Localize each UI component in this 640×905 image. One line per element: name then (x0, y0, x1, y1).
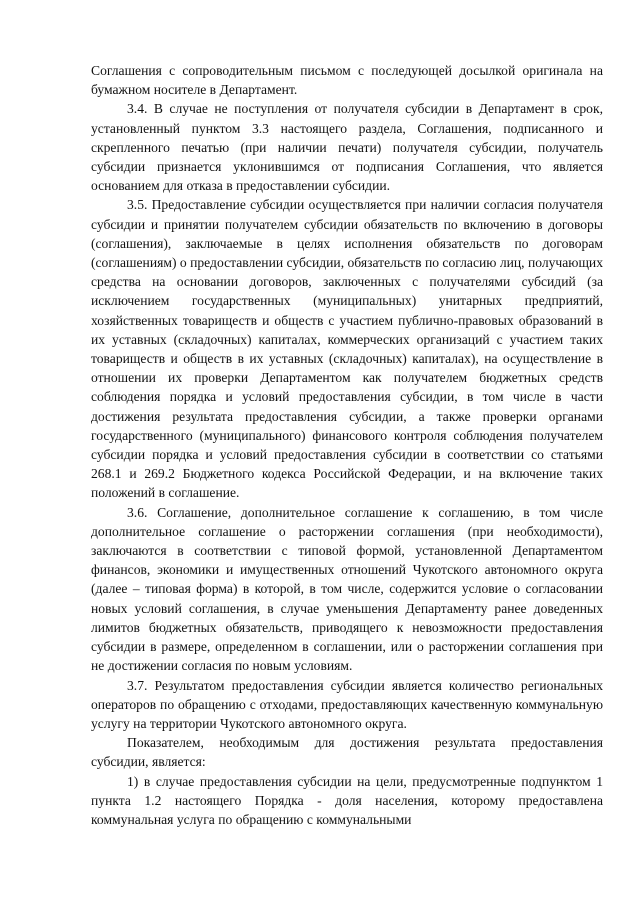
paragraph-3-6: 3.6. Соглашение, дополнительное соглашение к соглашению, в том числе дополнительное соглашение о расторжении соглашения (при необходимости), заключаются в соответствии с типовой формой, установленной Департаментом финансов, экономики и имущественных отношений Чукотского автономного округа (далее – типовая форма) в которой, в том числе, содержится условие о согласовании новых условий соглашения, в случае уменьшения Департаменту ранее доведенных лимитов бюджетных обязательств, приводящего к невозможности предоставления субсидии в размере, определенном в соглашении, или о расторжении соглашения при не достижении согласия по новым условиям. (91, 504, 603, 674)
paragraph-continuation: Соглашения с сопроводительным письмом с последующей досылкой оригинала на бумажном носителе в Департамент. (91, 63, 603, 98)
document-body (91, 61, 603, 829)
paragraph-3-4: 3.4. В случае не поступления от получателя субсидии в Департамент в срок, установленный пунктом 3.3 настоящего раздела, Соглашения, подписанного и скрепленного печатью (при наличии печати) получателя субсидии, получатель субсидии признается уклонившимся от подписания Соглашения, что является основанием для отказа в предоставлении субсидии. (91, 101, 603, 194)
paragraph-3-5: 3.5. Предоставление субсидии осуществляется при наличии согласия получателя субсидии и принятии получателем субсидии обязательств по включению в договоры (соглашения), заключаемые в целях исполнения обязательств по договорам (соглашениям) о предоставлении субсидии, обязательств по согласию лиц, получающих средства на основании договоров, заключенных с получателями субсидий (за исключением государственных (муниципальных) унитарных предприятий, хозяйственных товариществ и обществ с участием публично-правовых образований в их уставных (складочных) капиталах, коммерческих организаций с участием таких товариществ и обществ в их уставных (складочных) капиталах), на осуществление в отношении их проверки Департаментом как получателем бюджетных средств соблюдения порядка и условий предоставления субсидии, в том числе в части достижения результата предоставления субсидии, а также проверки органами государственного (муниципального) финансового контроля соблюдения получателем субсидии порядка и условий предоставления субсидии в соответствии со статьями 268.1 и 269.2 Бюджетного кодекса Российской Федерации, и на включение таких положений в соглашение. (91, 197, 603, 501)
paragraph-3-7: 3.7. Результатом предоставления субсидии является количество региональных операторов по обращению с отходами, предоставляющих качественную коммунальную услугу на территории Чукотского автономного округа. (91, 677, 603, 731)
paragraph-item-1: 1) в случае предоставления субсидии на цели, предусмотренные подпунктом 1 пункта 1.2 настоящего Порядка - доля населения, которому предоставлена коммунальная услуга по обращению с коммунальными (91, 773, 603, 827)
paragraph-indicator: Показателем, необходимым для достижения результата предоставления субсидии, является: (91, 735, 603, 770)
